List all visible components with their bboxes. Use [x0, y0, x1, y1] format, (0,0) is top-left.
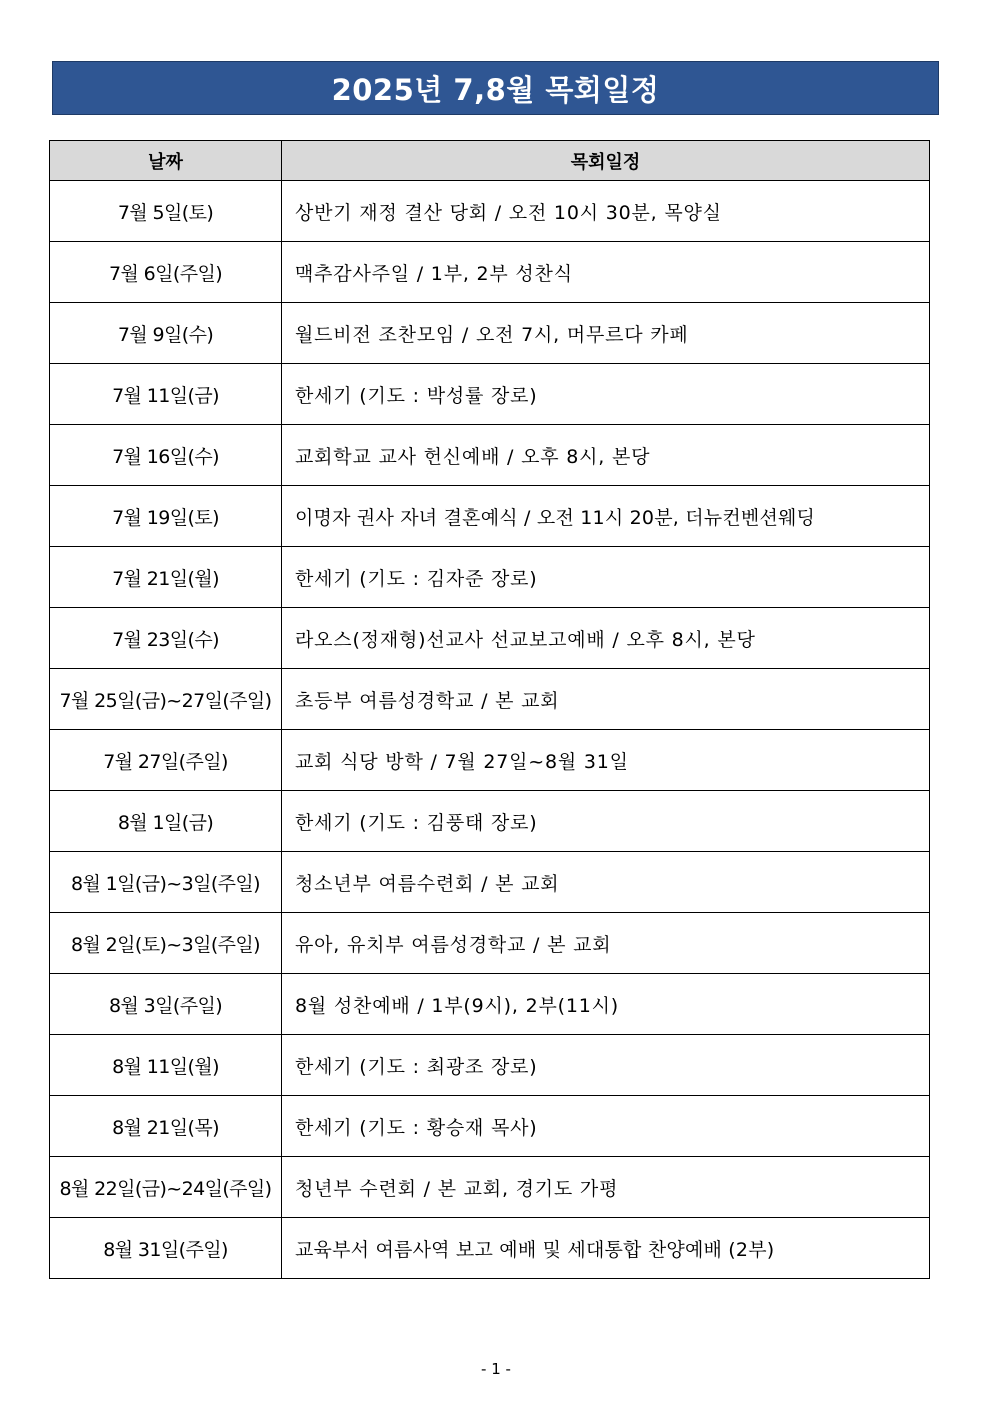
event-cell: 월드비전 조찬모임 / 오전 7시, 머무르다 카페 — [282, 303, 930, 364]
event-cell: 한세기 (기도 : 김풍태 장로) — [282, 791, 930, 852]
event-cell: 초등부 여름성경학교 / 본 교회 — [282, 669, 930, 730]
table-row — [50, 425, 930, 486]
date-cell: 8월 11일(월) — [50, 1035, 282, 1096]
event-cell: 청소년부 여름수련회 / 본 교회 — [282, 852, 930, 913]
event-cell: 한세기 (기도 : 김자준 장로) — [282, 547, 930, 608]
table-row — [50, 1096, 930, 1157]
date-cell: 8월 21일(목) — [50, 1096, 282, 1157]
table-row — [50, 486, 930, 547]
date-cell: 7월 23일(수) — [50, 608, 282, 669]
event-cell: 상반기 재정 결산 당회 / 오전 10시 30분, 목양실 — [282, 181, 930, 242]
event-cell: 교육부서 여름사역 보고 예배 및 세대통합 찬양예배 (2부) — [282, 1218, 930, 1279]
event-cell: 한세기 (기도 : 최광조 장로) — [282, 1035, 930, 1096]
table-row — [50, 547, 930, 608]
date-cell: 7월 21일(월) — [50, 547, 282, 608]
event-cell: 한세기 (기도 : 황승재 목사) — [282, 1096, 930, 1157]
date-cell: 8월 22일(금)~24일(주일) — [50, 1157, 282, 1218]
date-cell: 8월 2일(토)~3일(주일) — [50, 913, 282, 974]
table-row — [50, 181, 930, 242]
table-row — [50, 791, 930, 852]
event-cell: 맥추감사주일 / 1부, 2부 성찬식 — [282, 242, 930, 303]
date-cell: 8월 1일(금) — [50, 791, 282, 852]
event-cell: 한세기 (기도 : 박성률 장로) — [282, 364, 930, 425]
date-cell: 7월 25일(금)~27일(주일) — [50, 669, 282, 730]
table-header-row — [50, 141, 930, 181]
header-event: 목회일정 — [282, 141, 930, 181]
date-cell: 7월 9일(수) — [50, 303, 282, 364]
table-row — [50, 1157, 930, 1218]
title-banner — [52, 61, 939, 115]
table-row — [50, 303, 930, 364]
table-row — [50, 1218, 930, 1279]
event-cell: 유아, 유치부 여름성경학교 / 본 교회 — [282, 913, 930, 974]
schedule-table — [49, 140, 930, 1279]
table-row — [50, 974, 930, 1035]
date-cell: 7월 16일(수) — [50, 425, 282, 486]
date-cell: 8월 31일(주일) — [50, 1218, 282, 1279]
page-title: 2025년 7,8월 목회일정 — [331, 72, 660, 107]
date-cell: 7월 11일(금) — [50, 364, 282, 425]
table-row — [50, 608, 930, 669]
date-cell: 7월 6일(주일) — [50, 242, 282, 303]
page-number: - 1 - — [481, 1360, 511, 1378]
table-row — [50, 669, 930, 730]
event-cell: 8월 성찬예배 / 1부(9시), 2부(11시) — [282, 974, 930, 1035]
date-cell: 7월 5일(토) — [50, 181, 282, 242]
table-row — [50, 913, 930, 974]
date-cell: 8월 1일(금)~3일(주일) — [50, 852, 282, 913]
header-date: 날짜 — [50, 141, 282, 181]
date-cell: 7월 27일(주일) — [50, 730, 282, 791]
event-cell: 교회학교 교사 헌신예배 / 오후 8시, 본당 — [282, 425, 930, 486]
table-row — [50, 242, 930, 303]
event-cell: 교회 식당 방학 / 7월 27일~8월 31일 — [282, 730, 930, 791]
table-row — [50, 364, 930, 425]
date-cell: 8월 3일(주일) — [50, 974, 282, 1035]
event-cell: 이명자 권사 자녀 결혼예식 / 오전 11시 20분, 더뉴컨벤션웨딩 — [282, 486, 930, 547]
date-cell: 7월 19일(토) — [50, 486, 282, 547]
table-row — [50, 730, 930, 791]
event-cell: 라오스(정재형)선교사 선교보고예배 / 오후 8시, 본당 — [282, 608, 930, 669]
table-row — [50, 1035, 930, 1096]
table-row — [50, 852, 930, 913]
event-cell: 청년부 수련회 / 본 교회, 경기도 가평 — [282, 1157, 930, 1218]
